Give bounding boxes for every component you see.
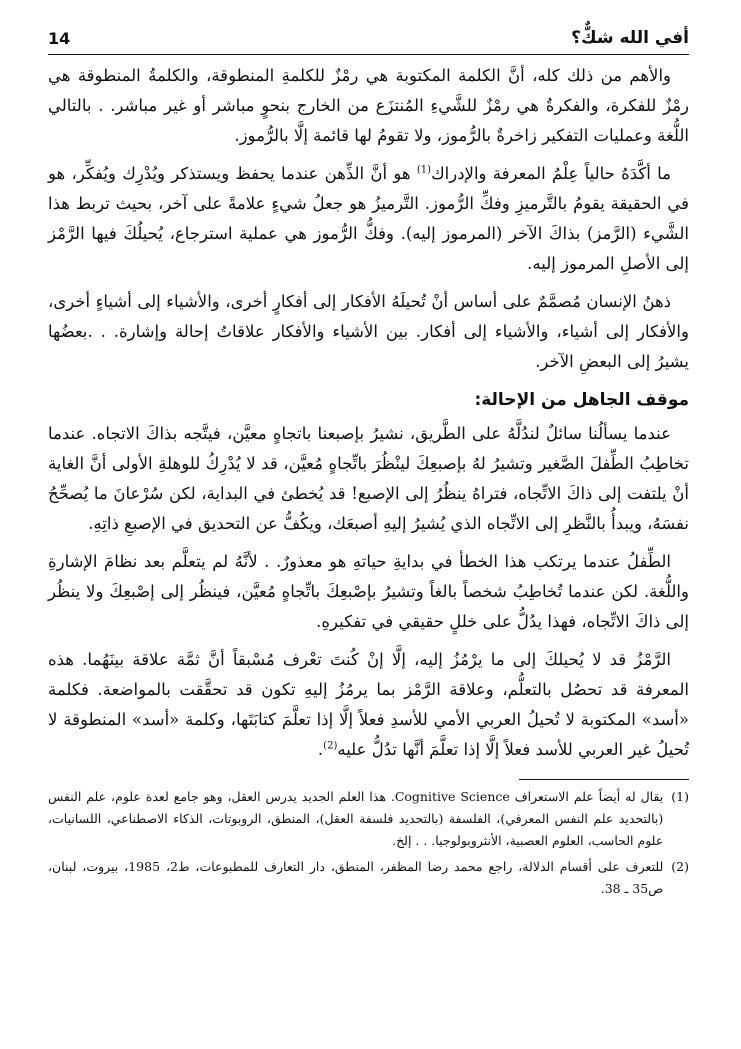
footnote-2 xyxy=(48,856,689,900)
footnote-marker-2[interactable]: (2) xyxy=(323,740,338,752)
paragraph-2-start: ما أكَّدَهُ حالياً عِلْمُ المعرفة والإدراك xyxy=(431,164,672,183)
running-header xyxy=(48,22,689,55)
paragraph-2 xyxy=(48,159,689,279)
page-number: 14 xyxy=(48,28,71,48)
paragraph-6-end: . xyxy=(317,740,324,759)
footnote-2-number: (2) xyxy=(671,859,689,874)
footnote-1-number: (1) xyxy=(671,789,689,804)
paragraph-4: عندما يسألُنا سائلٌ لندُلَّهُ على الطَّريق، نشيرُ بإصبعنا باتجاهٍ معيَّن، فيتَّجه بذاكَ الاتجاه. عندما تخاطِبُ الطِّفلَ الصَّغير وتشيرُ لهُ بإصبعِكَ لينْظُرَ باتِّجاهٍ مُعيَّن، قد لا يُدْرِكُ للوهلةِ الأولى أنَّ الغاية أنْ يلتفت إلى ذاكَ الاتِّجاه، فتراهُ ينظُرُ إلى الإصبع! قد يُخطئ في البداية، لكن سُرْعانَ ما يُصحِّحُ نفسَهُ، ويبدأُ بالنَّظرِ إلى الاتِّجاه الذي يُشيرُ إليهِ أصبعَك، ويكُفُّ عن التحديق في الإصبعِ ذاتِهِ. xyxy=(48,424,689,533)
footnote-divider xyxy=(519,779,689,780)
paragraph-5: الطِّفلُ عندما يرتكب هذا الخطأ في بدايةِ حياتهِ هو معذورٌ. . لأنَّهُ لم يتعلَّم بعد نظامَ الإشارةِ واللُّغة. لكن عندما تُخاطِبُ شخصاً بالغاً وتشيرُ بإصْبعِكَ باتِّجاهٍ مُعيَّن، فينظُر إلى إصْبعِكَ ولا ينظُر إلى ذاكَ الاتِّجاه، فهذا يدُلُّ على خللٍ حقيقي في تفكيرهِ. xyxy=(48,552,689,631)
footnote-1 xyxy=(48,786,689,852)
footnote-2-text: للتعرف على أقسام الدلالة، راجع محمد رضا المظفر، المنطق، دار التعارف للمطبوعات، ط2، 1985، بيروت، لبنان، ص35 ـ 38. xyxy=(48,859,664,896)
paragraph-3: ذهنُ الإنسان مُصمَّمٌ على أساس أنْ تُحيلَهُ الأفكار إلى أفكارٍ أخرى، والأشياء إلى أشياءٍ أخرى، والأفكار إلى أشياء، والأشياء إلى أفكار. بين الأشياء والأفكار علاقاتُ إحالة وإشارة. . .بعضُها يشيرُ إلى البعضِ الآخر. xyxy=(48,292,689,371)
footnote-1-text: يقال له أيضاً علم الاستعراف Cognitive Science. هذا العلم الجديد يدرس العقل، وهو جامع لعدة علوم، علم النفس (بالتحديد علم النفس المعرفي)، الفلسفة (بالتحديد فلسفة العقل)، المنطق، الروبوتات، الذكاء الاصطناعي، اللسانيات، علوم الحاسب، العلوم العصبية، الأنثروبولوجيا. . . إلخ. xyxy=(48,789,664,848)
running-title: أفي الله شكٌّ؟ xyxy=(571,28,689,48)
paragraph-1: والأهم من ذلك كله، أنَّ الكلمة المكتوبة هي رمْزٌ للكلمةِ المنطوقة، والكلمةُ المنطوقة هي رمْزٌ للفكرة، والفكرةُ هي رمْزٌ للشَّيءِ المُنتزَع من الخارج بنحوٍ مباشر أو غير مباشر. . بالتالي اللُّغة وعمليات التفكير زاخرةٌ بالرُّموز، ولا تقومُ لها قائمة إلَّا بالرُّموز. xyxy=(48,66,689,145)
paragraph-6 xyxy=(48,645,689,765)
section-heading: موقف الجاهل من الإحالة: xyxy=(474,390,689,410)
footnote-marker-1[interactable]: (1) xyxy=(416,164,432,176)
paragraph-6-text: الرَّمْزُ قد لا يُحيلكَ إلى ما يرْمُزُ إليه، إلَّا إنْ كُنتَ تعْرف مُسْبقاً أنَّ ثمَّة علاقة بينَهُما. هذه المعرفة قد تحصُل بالتعلُّم، وعلاقة الرَّمْز بما يرمُزُ إليهِ تكون قد تحقَّقت بالمواضعة. فكلمة «أسد» المكتوبة لا تُحيلُ العربي الأمي للأسدِ فعلاً إلَّا إذا تعلَّمَ كتابَتَها، وكلمة «أسد» المنطوقة لا تُحيلُ غير العربي للأسد فعلاً إلَّا إذا تعلَّمَ أنَّها تدُلُّ عليه xyxy=(48,650,689,759)
paragraph-2-rest: هو أنَّ الذِّهن عندما يحفظ ويستذكر ويُدْرِك ويُفكِّر، هو في الحقيقة يقومُ بالتَّرميزِ وفكِّ الرُّموز. التَّرميزُ هو جعلُ شيءٍ علامةً على آخر، بحيث تربط هذا الشَّيء (الرَّمز) بذاكَ الآخر (المرموز إليه). وفكُّ الرُّموز هي عملية استرجاع، يُحيلُكَ فيها الرَّمْز إلى الأصلِ المرموز إليه. xyxy=(48,164,689,273)
